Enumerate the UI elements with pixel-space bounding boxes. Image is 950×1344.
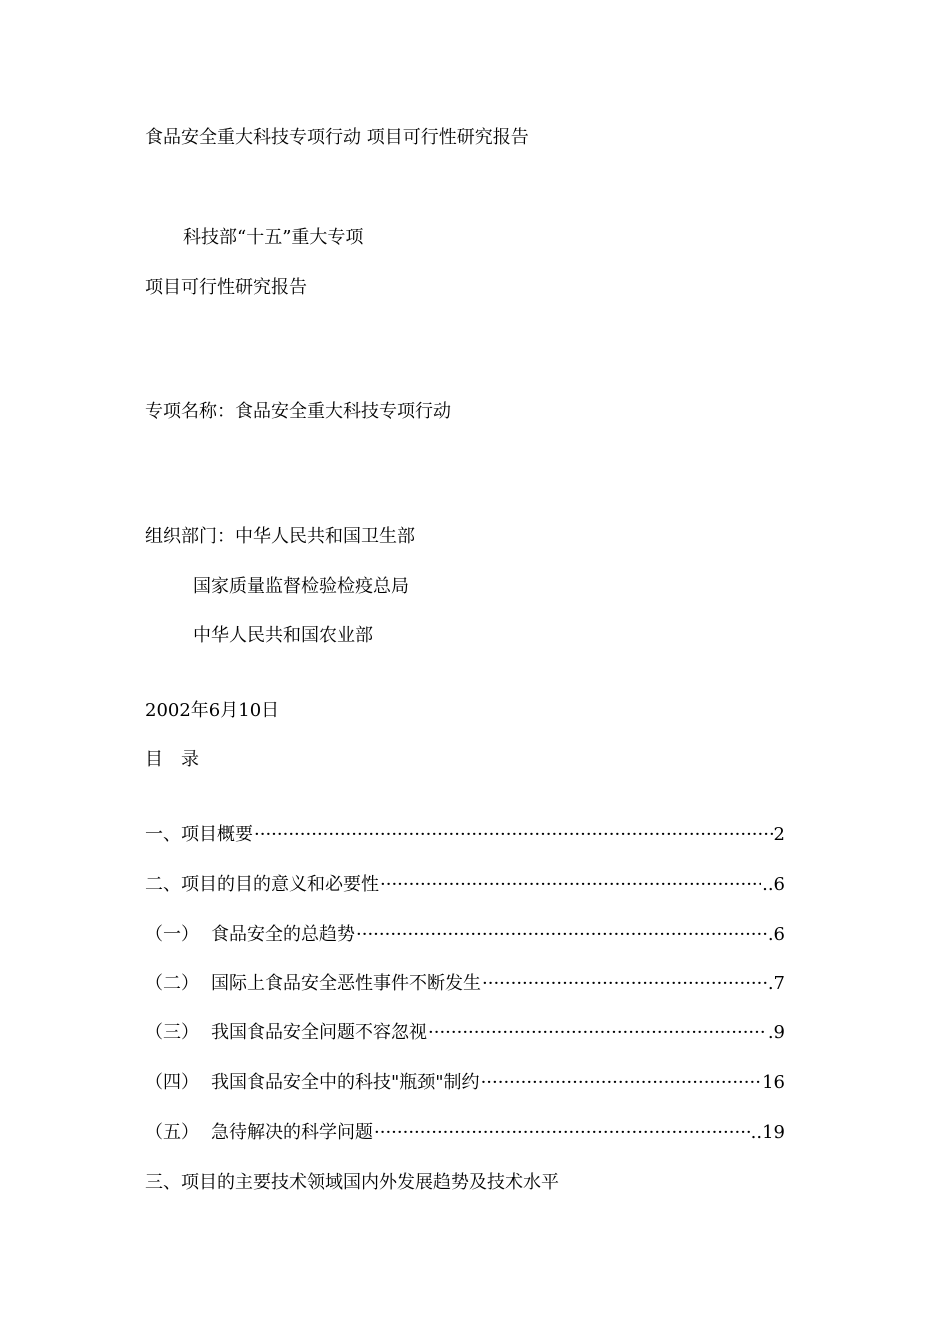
toc-leader-dots [254,823,773,847]
report-type: 项目可行性研究报告 [145,277,307,298]
document-title: 食品安全重大科技专项行动 项目可行性研究报告 [145,127,529,148]
toc-leader-dots [374,1121,750,1145]
project-name: 食品安全重大科技专项行动 [235,401,451,422]
toc-entry[interactable] [145,823,785,847]
toc-leader-dots [428,1021,767,1045]
toc-leader-dots [481,1071,762,1095]
organization-row [145,525,415,549]
toc-entry[interactable] [145,972,785,996]
organization-label: 组织部门： [145,526,235,547]
toc-entry[interactable] [145,1071,785,1095]
toc-entry-page: .9 [767,1022,785,1043]
toc-entry-page: ..6 [762,874,785,895]
toc-entry-text: 一、项目概要 [145,824,253,845]
toc-leader-dots [482,972,767,996]
toc-entry-number: （一） [145,924,199,945]
toc-entry-page: ..19 [750,1122,785,1143]
toc-entry[interactable] [145,1121,785,1145]
toc-entry-text: 食品安全的总趋势 [211,924,355,945]
toc-title: 目 录 [145,749,199,770]
toc-entry[interactable] [145,1021,785,1045]
toc-entry-number: （四） [145,1072,199,1093]
toc-entry-text: 急待解决的科学问题 [211,1122,373,1143]
ministry-line: 科技部“十五”重大专项 [183,227,364,248]
toc-entry-page: .6 [767,924,785,945]
toc-section-heading: 三、项目的主要技术领域国内外发展趋势及技术水平 [145,1172,559,1193]
project-name-label: 专项名称： [145,401,235,422]
toc-entry-number: （五） [145,1122,199,1143]
toc-entry-number: （二） [145,973,199,994]
organization-3: 中华人民共和国农业部 [193,625,373,646]
toc-entry-text: 国际上食品安全恶性事件不断发生 [211,973,481,994]
toc-entry[interactable] [145,873,785,897]
organization-2: 国家质量监督检验检疫总局 [193,576,409,597]
toc-leader-dots [356,923,767,947]
project-name-row [145,400,451,424]
toc-entry[interactable] [145,923,785,947]
toc-entry-page: 2 [773,824,785,845]
toc-entry-page: 16 [762,1072,785,1093]
toc-entry-number: （三） [145,1022,199,1043]
toc-entry-text: 二、项目的目的意义和必要性 [145,874,379,895]
toc-entry-text: 我国食品安全问题不容忽视 [211,1022,427,1043]
toc-leader-dots [380,873,761,897]
toc-entry-page: .7 [767,973,785,994]
report-date: 2002年6月10日 [145,700,280,721]
organization-1: 中华人民共和国卫生部 [235,526,415,547]
toc-entry-text: 我国食品安全中的科技"瓶颈"制约 [211,1072,480,1093]
